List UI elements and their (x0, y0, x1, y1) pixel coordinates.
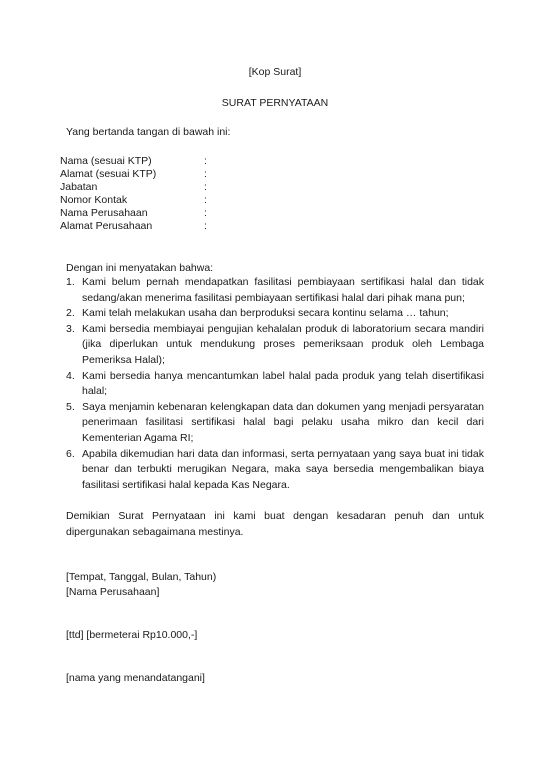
list-number: 4. (66, 369, 75, 382)
list-text: Kami bersedia hanya mencantumkan label halal pada produk yang telah disertifikasi halal; (82, 369, 484, 398)
declaration-intro: Dengan ini menyatakan bahwa: (66, 262, 214, 274)
company-name-placeholder: [Nama Perusahaan] (66, 586, 160, 598)
field-label-alamat: Alamat (sesuai KTP) (60, 168, 157, 180)
field-label-nomor-kontak: Nomor Kontak (60, 194, 128, 206)
list-number: 6. (66, 447, 75, 460)
list-text: Kami belum pernah mendapatkan fasilitasi pembiayaan sertifikasi halal dan tidak sedang/akan menerima fasilitasi pembiayaan sertifikasi halal dari pihak mana pun; (82, 276, 484, 304)
statement-list (66, 275, 484, 493)
field-label-jabatan: Jabatan (60, 181, 98, 193)
list-text: Apabila dikemudian hari data dan informasi, serta pernyataan yang saya buat ini tidak benar dan terbukti merugikan Negara, maka saya bersedia mengembalikan biaya fasilitasi sertifikasi halal kepada Kas Negara. (82, 447, 484, 491)
list-text: Saya menjamin kebenaran kelengkapan data dan dokumen yang menjadi persyaratan penerimaan fasilitasi sertifikasi halal bagi pelaku usaha mikro dan kecil dari Kementerian Agama RI; (82, 400, 484, 444)
list-number: 3. (66, 322, 75, 335)
field-label-nama-perusahaan: Nama Perusahaan (60, 207, 148, 219)
field-colon: : (204, 168, 207, 180)
list-item (66, 369, 484, 400)
list-number: 5. (66, 400, 75, 413)
field-colon: : (204, 220, 207, 232)
letterhead: [Kop Surat] (248, 66, 302, 78)
place-date: [Tempat, Tanggal, Bulan, Tahun) (66, 571, 217, 583)
closing-paragraph: Demikian Surat Pernyataan ini kami buat dengan kesadaran penuh dan untuk dipergunakan sebagaimana mestinya. (66, 510, 484, 538)
signer-name: [nama yang menandatangani] (66, 672, 205, 684)
document-title: SURAT PERNYATAAN (221, 97, 329, 109)
intro-text: Yang bertanda tangan di bawah ini: (66, 126, 231, 138)
list-text: Kami bersedia membiayai pengujian kehalalan produk di laboratorium secara mandiri (jika diperlukan untuk mendukung proses pemeriksaan produk oleh Lembaga Pemeriksa Halal); (82, 322, 484, 366)
list-item (66, 400, 484, 447)
list-number: 1. (66, 276, 75, 288)
field-colon: : (204, 207, 207, 219)
field-colon: : (204, 194, 207, 206)
list-item (66, 275, 484, 306)
list-item (66, 447, 484, 494)
list-number: 2. (66, 307, 75, 320)
field-label-alamat-perusahaan: Alamat Perusahaan (60, 220, 153, 232)
list-item (66, 306, 484, 322)
field-label-nama: Nama (sesuai KTP) (60, 155, 152, 167)
signature-stamp: [ttd] [bermeterai Rp10.000,-] (66, 629, 198, 641)
field-colon: : (204, 181, 207, 193)
list-item (66, 322, 484, 369)
list-text: Kami telah melakukan usaha dan berproduksi secara kontinu selama … tahun; (82, 307, 449, 320)
field-colon: : (204, 155, 207, 167)
